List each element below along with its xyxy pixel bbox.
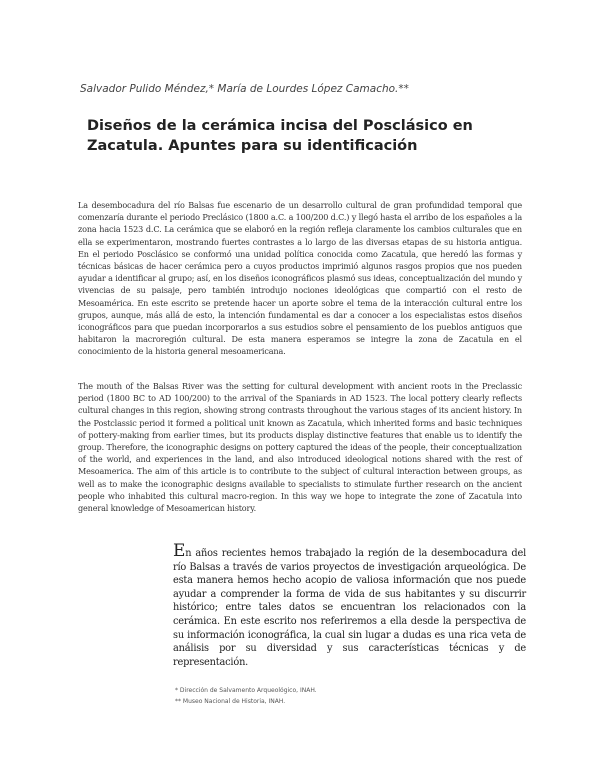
drop-cap: E [173,541,186,561]
body-paragraph-text: n años recientes hemos trabajado la región de la desembocadura del río Balsas a través de varios proyectos de investigación arqueológica. De esta manera hemos hecho acopio de valiosa información que nos puede ayudar a comprender la forma de vida de sus habitantes y su discurrir histórico; entre tales datos se encuentran los relacionados con la cerámica. En este escrito nos referiremos a ella desde la perspectiva de su información iconográfica, la cual sin lugar a dudas es una rica veta de análisis por su diversidad y sus características técnicas y de representación. [173,548,526,668]
body-paragraph [173,541,526,669]
abstract-english: The mouth of the Balsas River was the setting for cultural development with ancient roots in the Preclassic period (1800 BC to AD 100/200) to the arrival of the Spaniards in AD 1523. The local pottery clearly reflects cultural changes in this region, showing strong contrasts throughout the various stages of its ancient history. In the Postclassic period it formed a political unit known as Zacatula, which inherited forms and basic techniques of pottery-making from earlier times, but its products display distinctive features that enable us to identify the group. Therefore, the iconographic designs on pottery captured the ideas of the people, their conceptualization of the world, and experiences in the land, and also introduced ideological notions shared with the rest of Mesoamerica. The aim of this article is to contribute to the subject of cultural interaction between groups, as well as to make the iconographic designs available to specialists to stimulate further research on the ancient people who inhabited this cultural macro-region. In this way we hope to integrate the zone of Zacatula into general knowledge of Mesoamerican history. [78,381,522,514]
footnote-1: * Dirección de Salvamento Arqueológico, INAH. [175,687,317,694]
footnotes [175,685,525,707]
article-title: Diseños de la cerámica incisa del Posclásico en Zacatula. Apuntes para su identificación [87,118,473,154]
abstract-spanish: La desembocadura del río Balsas fue escenario de un desarrollo cultural de gran profundidad temporal que comenzaría durante el periodo Preclásico (1800 a.C. a 100/200 d.C.) y llegó hasta el arribo de los españoles a la zona hacia 1523 d.C. La cerámica que se elaboró en la región refleja claramente los cambios culturales que en ella se experimentaron, mostrando fuertes contrastes a lo largo de las diversas etapas de su historia antigua. En el periodo Posclásico se conformó una unidad política conocida como Zacatula, que heredó las formas y técnicas básicas de hacer cerámica pero a cuyos productos imprimió algunos rasgos propios que nos pueden ayudar a identificar al grupo; así, en los diseños iconográficos plasmó sus ideas, conceptualización del mundo y vivencias de su paisaje, pero también introdujo nociones ideológicas que compartió con el resto de Mesoamérica. En este escrito se pretende hacer un aporte sobre el tema de la interacción cultural entre los grupos, aunque, más allá de esto, la intención fundamental es dar a conocer a los especialistas estos diseños iconográficos para que puedan incorporarlos a sus estudios sobre el pensamiento de los pueblos antiguos que habitaron la macroregión cultural. De esta manera esperamos se integre la zona de Zacatula en el conocimiento de la historia general mesoamericana. [78,200,522,357]
footnote-2: ** Museo Nacional de Historia, INAH. [175,698,286,705]
authors-line: Salvador Pulido Méndez,* María de Lourdes López Camacho.** [80,83,409,95]
